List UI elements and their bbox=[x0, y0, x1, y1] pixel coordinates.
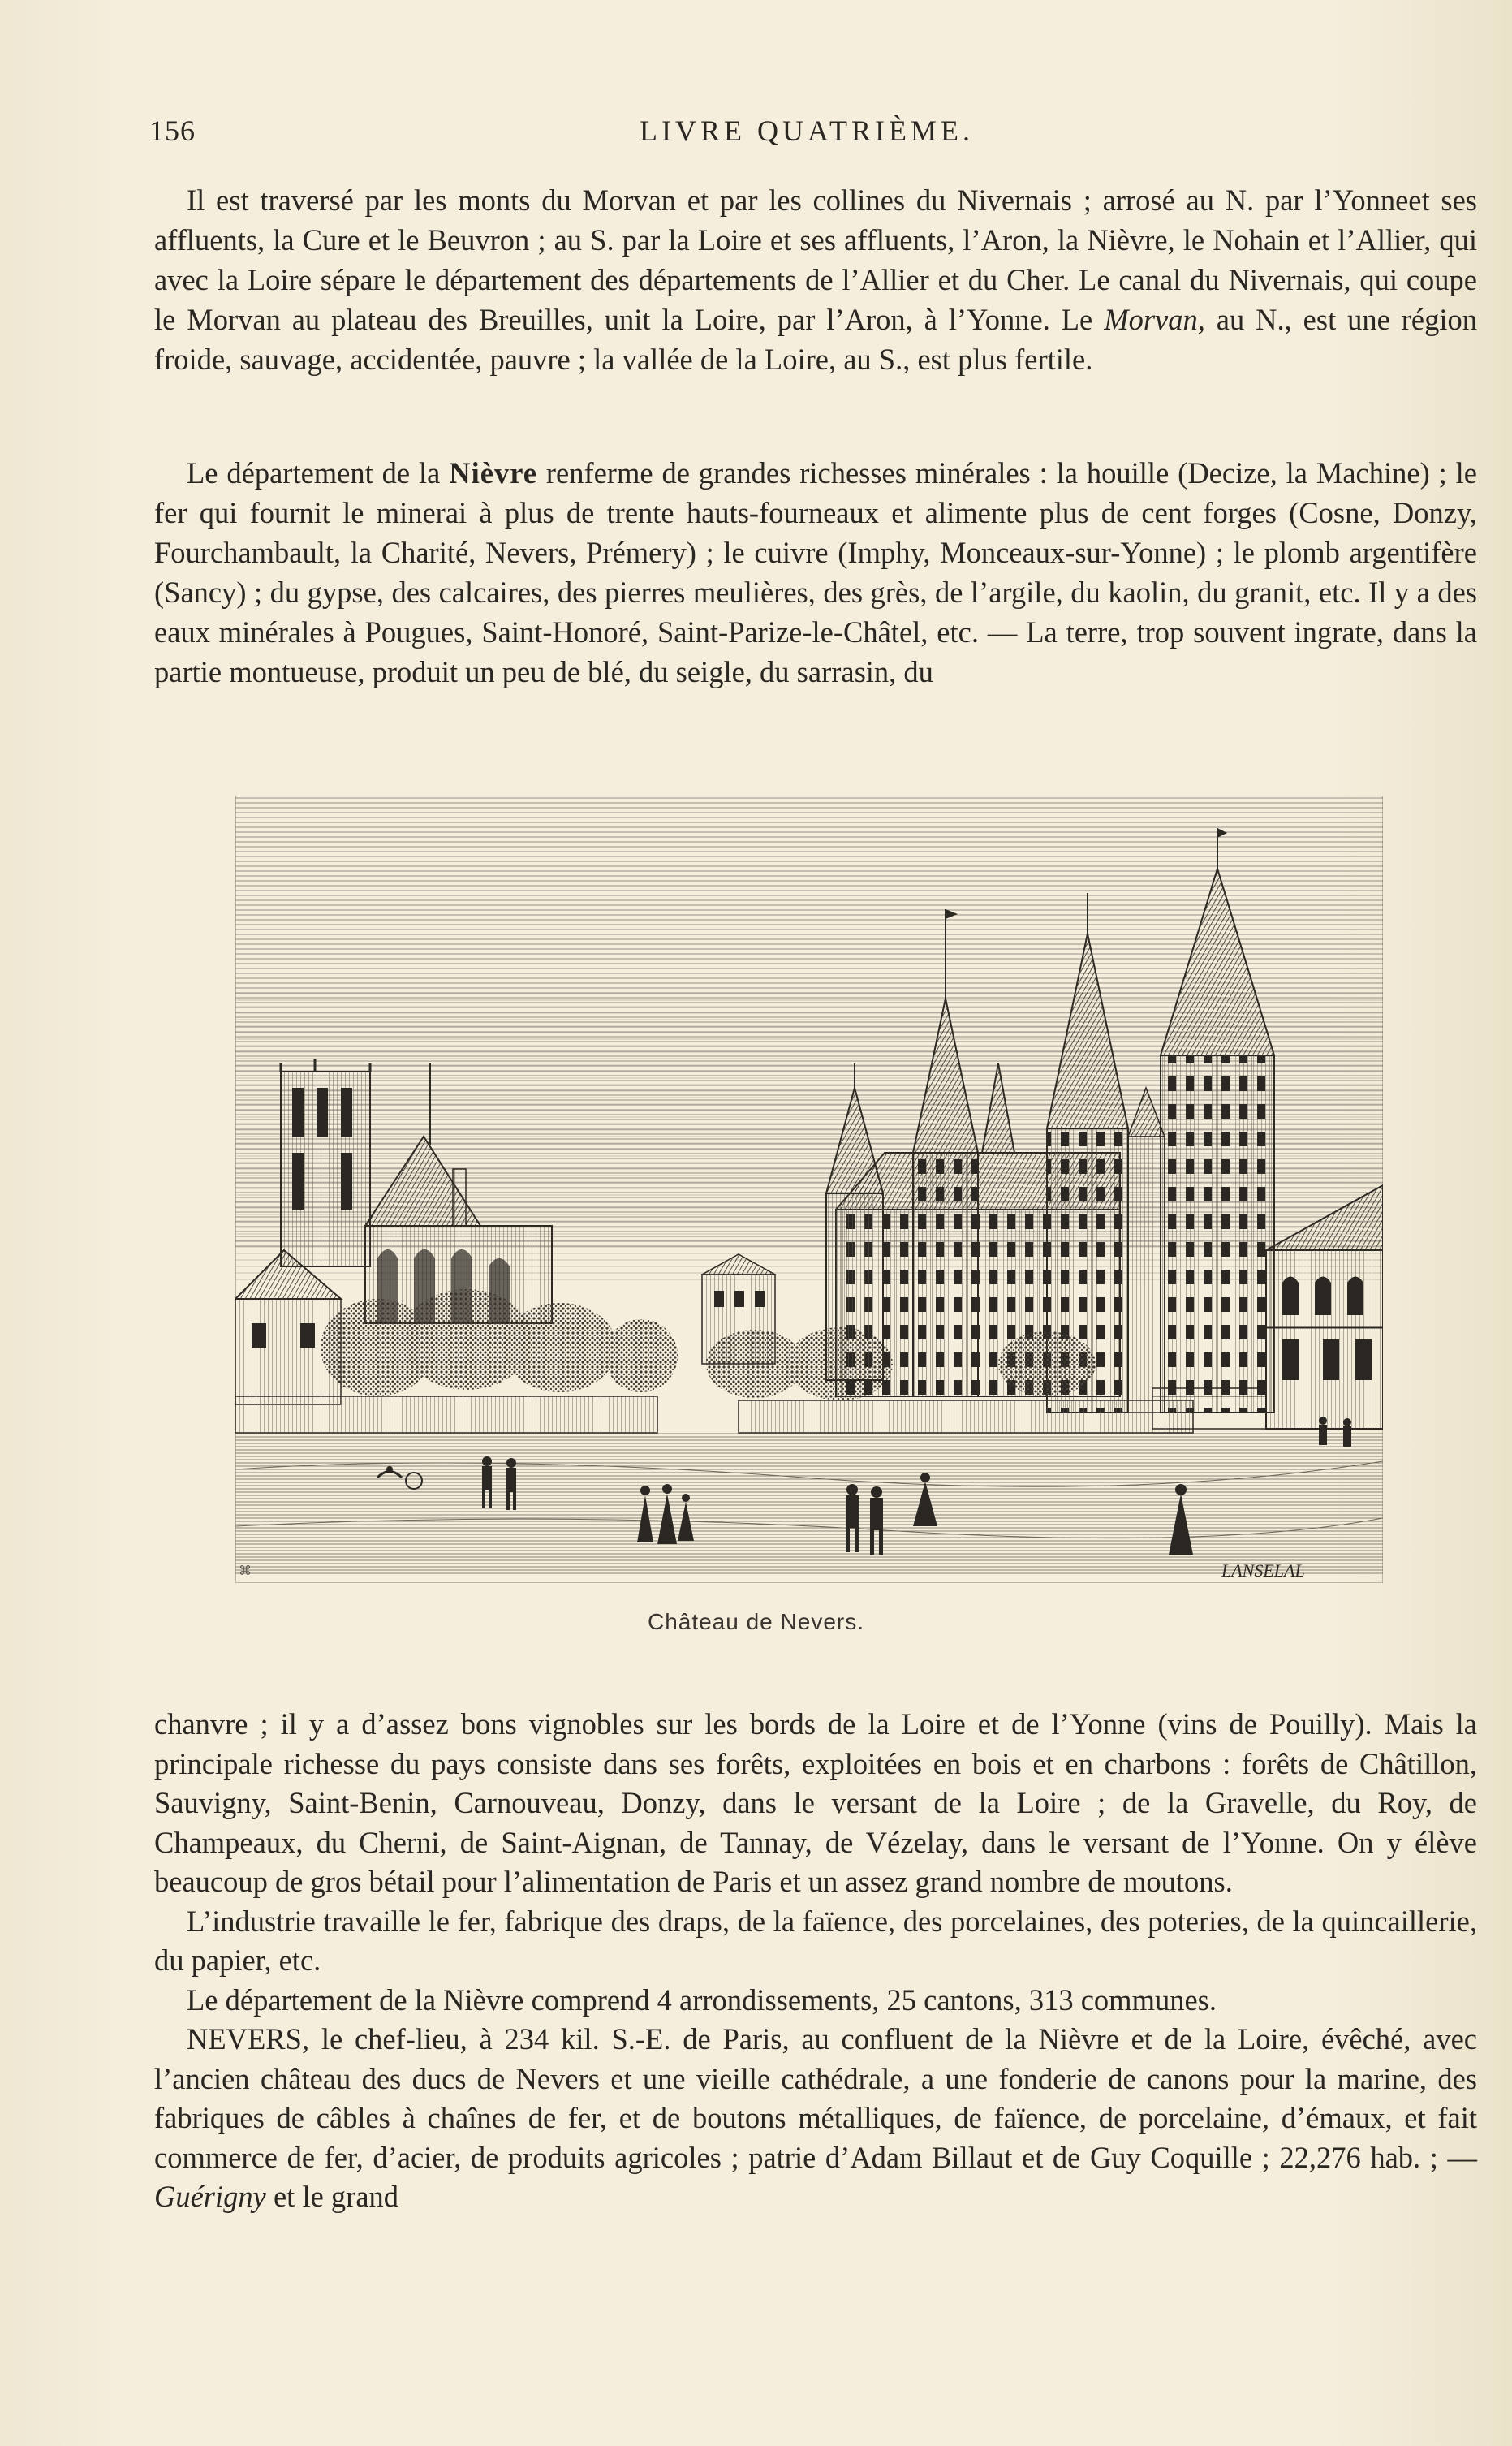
paragraph-administration: Le département de la Nièvre comprend 4 arrondissements, 25 cantons, 313 communes. bbox=[187, 1982, 1217, 2017]
paragraph-text-rest: renferme de grandes richesses minérales : la houille (Decize, la Machine) ; le fer qui fournit le minerai à plus de trente hauts-fourneaux et alimente plus de cent forges (Cosne, Donzy, Fourchambault, la Charité, Nevers, Prémery) ; le cuivre (Imphy, Monceaux-sur-Yonne) ; le plomb argentifère (Sancy) ; du gypse, des calcaires, des pierres meulières, des grès, de l’argile, du kaolin, du granit, etc. Il y a des eaux minérales à Pougues, Saint-Honoré, Saint-Parize-le-Châtel, etc. — La terre, trop souvent ingrate, dans la partie montueuse, produit un peu de blé, du seigle, du sarrasin, du bbox=[154, 456, 1478, 688]
paragraph-text: Il est traversé par les monts du Morvan et par les collines du Nivernais ; arrosé au N. par l’Yonneet ses affluents, la Cure et le Beuvron ; au S. par la Loire et ses affluents, l’Aron, la Nièvre, le Nohain et l’Allier, qui avec la Loire sépare le département des départements de l’Allier et du Cher. Le canal du Nivernais, qui coupe le Morvan au plateau des Breuilles, unit la Loire, par l’Aron, à l’Yonne. Le bbox=[154, 183, 1477, 336]
paragraph-text-end: au N., est une région froide, sauvage, accidentée, pauvre ; la vallée de la Loire, au S., est plus fertile. bbox=[154, 303, 1477, 376]
paragraph-geography bbox=[154, 180, 1477, 379]
text-block-economy bbox=[154, 1705, 1477, 2217]
text-block-minerals bbox=[154, 453, 1477, 692]
page-number: 156 bbox=[149, 114, 196, 147]
italic-term: Morvan, bbox=[1104, 303, 1205, 336]
paragraph-text-start: Le département de la bbox=[187, 456, 450, 490]
figure-caption: Château de Nevers. bbox=[647, 1609, 865, 1634]
chapter-title: LIVRE QUATRIÈME. bbox=[640, 114, 974, 147]
svg-text:⌘: ⌘ bbox=[239, 1564, 252, 1578]
nevers-text-end: et le grand bbox=[265, 2180, 399, 2213]
paragraph-industry: L’industrie travaille le fer, fabrique des draps, de la faïence, des porcelaines, des poteries, de la quincaillerie, du papier, etc. bbox=[154, 1904, 1477, 1977]
paragraph-nevers bbox=[154, 2020, 1477, 2217]
nevers-text: NEVERS, le chef-lieu, à 234 kil. S.-E. de Paris, au confluent de la Nièvre et de la Loire, évêché, avec l’ancien château des ducs de Nevers et une vieille cathédrale, a une fonderie de canons pour la marine, des fabriques de câbles à chaînes de fer, et de boutons métalliques, de faïence, de porcelaine, d’émaux, et fait commerce de fer, d’acier, de produits agricoles ; patrie d’Adam Billaut et de Guy Coquille ; 22,276 hab. ; — bbox=[154, 2022, 1477, 2174]
italic-place-name: Guérigny bbox=[154, 2180, 266, 2213]
text-block-geography bbox=[154, 180, 1477, 379]
engraving-chateau-de-nevers bbox=[235, 796, 1383, 1583]
paragraph-continuation: chanvre ; il y a d’assez bons vignobles sur les bords de la Loire et de l’Yonne (vins de Pouilly). Mais la principale richesse du pays consiste dans ses forêts, exploitées en bois et en charbons : forêts de Châtillon, Sauvigny, Saint-Benin, Carnouveau, Donzy, dans le versant de la Loire ; de la Gravelle, du Roy, de Champeaux, du Cherni, de Saint-Aignan, de Tannay, de Vézelay, dans le versant de l’Yonne. On y élève beaucoup de gros bétail pour l’alimentation de Paris et un assez grand nombre de moutons. bbox=[154, 1707, 1477, 1898]
engraver-signature: LANSELAL bbox=[1221, 1560, 1305, 1581]
paragraph-minerals bbox=[154, 453, 1477, 692]
running-head bbox=[149, 114, 1464, 154]
department-name: Nièvre bbox=[449, 456, 537, 490]
